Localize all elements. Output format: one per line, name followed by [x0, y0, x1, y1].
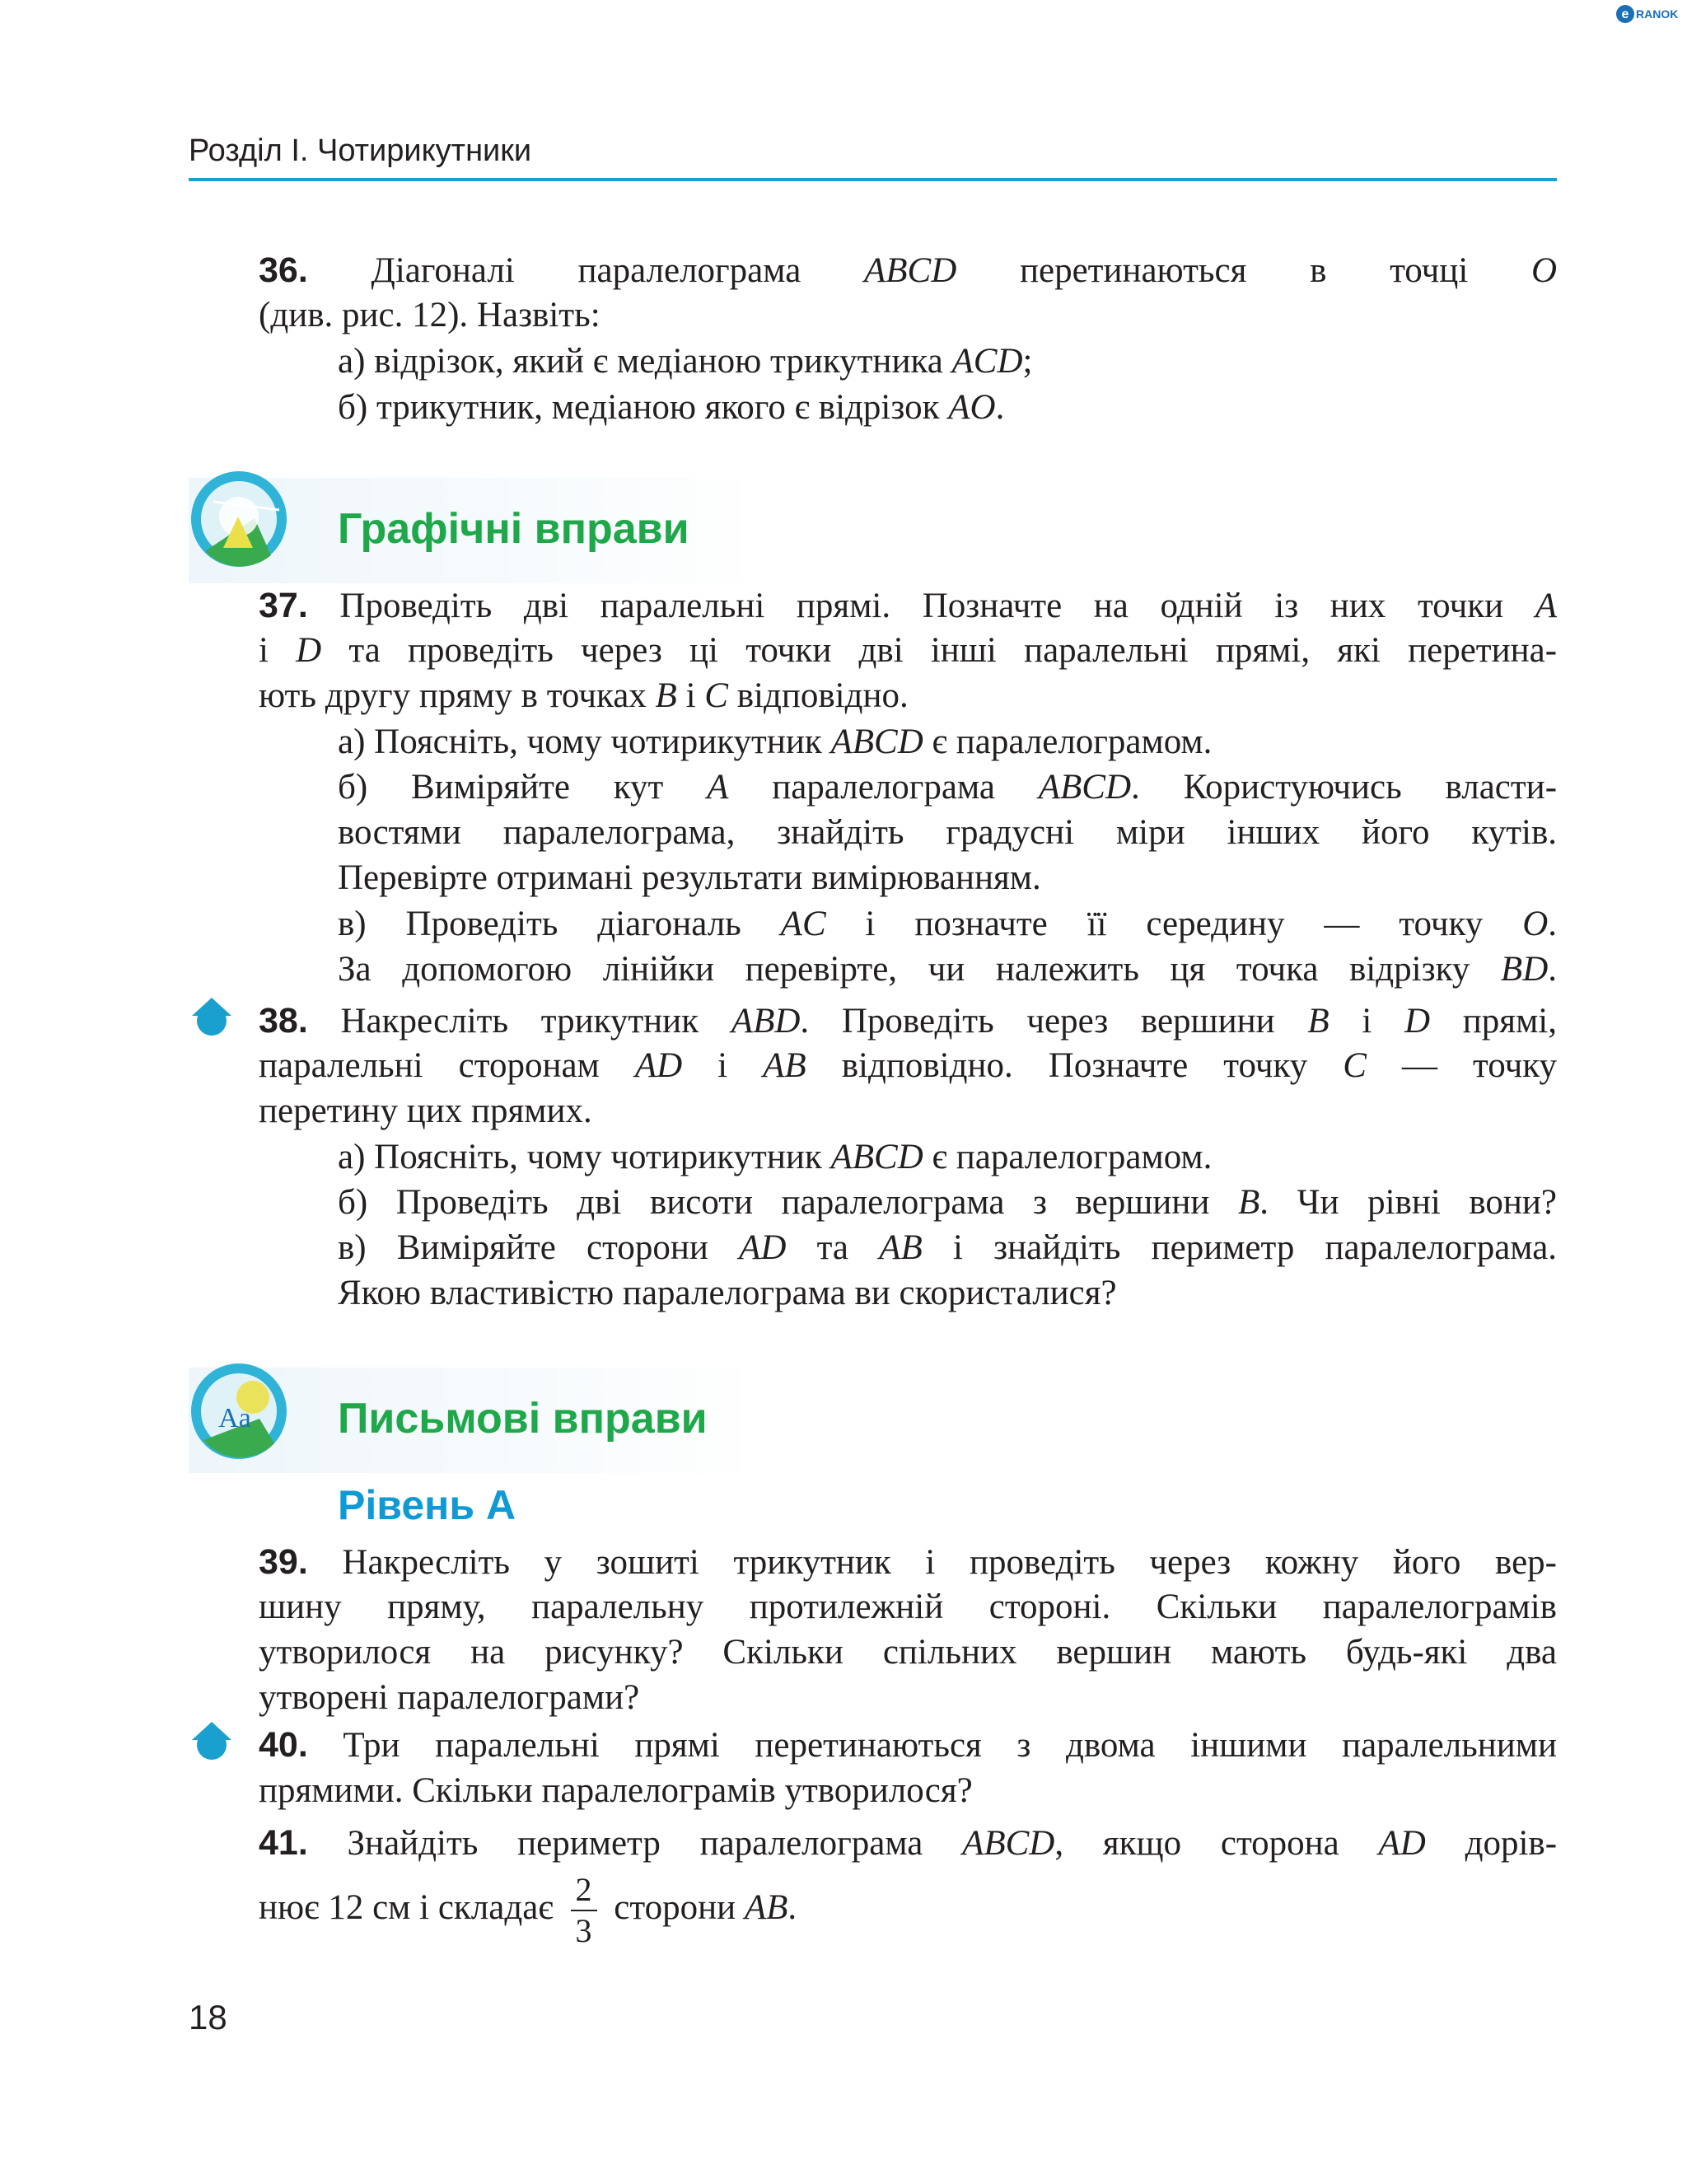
page-header: Розділ І. Чотирикутники — [189, 133, 532, 168]
ex37-item-b-line1: б) Виміряйте кут A паралелограма ABCD. Користуючись власти- — [338, 768, 1558, 807]
ex37-item-a: а) Поясніть, чому чотирикутник ABCD є паралелограмом. — [338, 723, 1213, 761]
ex37-item-c-line2: За допомогою лінійки перевірте, чи належить ця точка відрізку BD. — [338, 950, 1557, 989]
ex36-number: 36. — [259, 250, 308, 290]
page-number: 18 — [189, 1998, 227, 2037]
ex40-line2: прямими. Скільки паралелограмів утворилося? — [259, 1771, 973, 1810]
ranok-logo — [1615, 3, 1687, 25]
fraction-numerator: 2 — [571, 1870, 597, 1911]
level-title: Рівень А — [338, 1482, 516, 1528]
ex41-number: 41. — [259, 1823, 308, 1863]
ex37-item-c-line1: в) Проведіть діагональ AC і позначте її середину — точку O. — [338, 905, 1558, 943]
ex38-item-c-line1: в) Виміряйте сторони AD та AB і знайдіть периметр паралелограма. — [338, 1228, 1558, 1267]
ex37-item-b-line3: Перевірте отримані результати вимірюванням. — [338, 858, 1041, 897]
ex38-line3: перетину цих прямих. — [259, 1092, 592, 1130]
ex36-item-a: а) відрізок, який є медіаною трикутника ACD; — [338, 342, 1033, 381]
section-title-written: Письмові вправи — [338, 1395, 708, 1443]
ex40-line1: 40. Три паралельні прямі перетинаються з двома іншими паралельними — [259, 1725, 1558, 1765]
ex39-line3: утворилося на рисунку? Скільки спільних вершин мають будь-які два — [259, 1633, 1557, 1672]
ex37-line1: 37. Проведіть дві паралельні прямі. Позначте на одній із них точки A — [259, 586, 1558, 625]
ex41-line2: нює 12 см і складає $\frac{2}{3}$ сторони AB. — [259, 1871, 797, 1950]
ex38-item-b: б) Проведіть дві висоти паралелограма з вершини B. Чи рівні вони? — [338, 1183, 1558, 1222]
svg-text:e: e — [1621, 7, 1629, 21]
fraction — [571, 1870, 597, 1951]
ex38-line2: паралельні сторонам AD і AB відповідно. Позначте точку C — точку — [259, 1046, 1558, 1085]
ex37-item-b-line2: востями паралелограма, знайдіть градусні міри інших його кутів. — [338, 813, 1557, 852]
ex36-line2: (див. рис. 12). Назвіть: — [259, 296, 600, 334]
ex36-item-b: б) трикутник, медіаною якого є відрізок AO. — [338, 388, 1005, 427]
arrow-up-circle-icon — [189, 1719, 235, 1765]
ex39-line2: шину пряму, паралельну протилежній стороні. Скільки паралелограмів — [259, 1588, 1557, 1626]
ex41-line1: 41. Знайдіть периметр паралелограма ABCD, якщо сторона AD дорів- — [259, 1823, 1558, 1863]
logo-text: RANOK — [1636, 7, 1679, 21]
ex38-item-a: а) Поясніть, чому чотирикутник ABCD є паралелограмом. — [338, 1138, 1213, 1176]
ex38-item-c-line2: Якою властивістю паралелограма ви скористалися? — [338, 1274, 1117, 1312]
arrow-up-circle-icon — [189, 994, 235, 1041]
header-rule — [189, 178, 1557, 181]
svg-text:Aa: Aa — [218, 1403, 251, 1433]
ex40-number: 40. — [259, 1725, 308, 1765]
ex37-number: 37. — [259, 586, 308, 625]
ex37-line3: ють другу пряму в точках B і C відповідно. — [259, 676, 909, 715]
ex36-line1: 36. Діагоналі паралелограма ABCD перетинаються в точці O — [259, 250, 1558, 290]
ex37-line2: і D та проведіть через ці точки дві інші паралельні прямі, які перетина- — [259, 631, 1558, 670]
fraction-denominator: 3 — [575, 1912, 592, 1950]
ex39-number: 39. — [259, 1542, 308, 1582]
ex39-line1: 39. Накресліть у зошиті трикутник і проведіть через кожну його вер- — [259, 1542, 1558, 1582]
ex38-line1: 38. Накресліть трикутник ABD. Проведіть через вершини B і D прямі, — [259, 1001, 1557, 1041]
section-title-graphic: Графічні вправи — [338, 505, 689, 553]
compass-triangle-icon — [189, 469, 289, 569]
ex39-line4: утворені паралелограми? — [259, 1678, 640, 1717]
letters-aa-icon — [189, 1361, 289, 1461]
ex38-number: 38. — [259, 1001, 308, 1041]
